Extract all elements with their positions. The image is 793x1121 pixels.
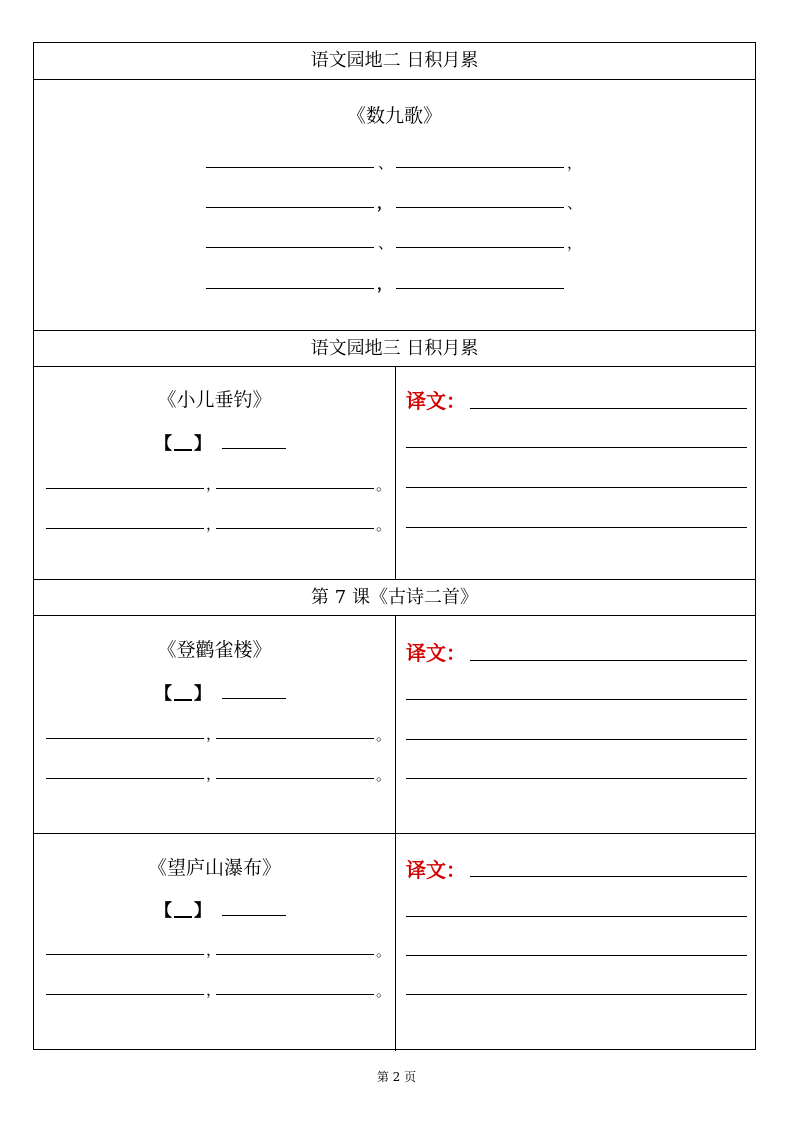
answer-blank[interactable] <box>46 488 204 489</box>
dynasty-bracket <box>155 896 211 921</box>
answer-blank[interactable] <box>216 994 374 995</box>
answer-blank[interactable] <box>206 247 374 248</box>
answer-blank[interactable] <box>216 528 374 529</box>
dynasty-blank[interactable] <box>174 435 192 451</box>
answer-blank[interactable] <box>396 207 564 208</box>
translation-blank[interactable] <box>406 487 747 488</box>
translation-label: 译文： <box>406 389 466 413</box>
author-blank[interactable] <box>222 448 286 449</box>
answer-blank[interactable] <box>46 738 204 739</box>
bracket-open: 【 <box>155 684 172 704</box>
translation-blank[interactable] <box>406 699 747 700</box>
answer-blank[interactable] <box>216 488 374 489</box>
translation-blank[interactable] <box>470 408 747 409</box>
translation-blank[interactable] <box>406 447 747 448</box>
answer-blank[interactable] <box>216 778 374 779</box>
punctuation: ， <box>206 765 222 783</box>
translation-blank[interactable] <box>470 876 747 877</box>
translation-blank[interactable] <box>406 916 747 917</box>
answer-blank[interactable] <box>46 528 204 529</box>
section-header-lesson-7 <box>34 579 755 616</box>
bracket-close: 】 <box>194 434 211 454</box>
section-header-yuwen-yuandi-2 <box>34 43 755 80</box>
poem-title-shujiuge: 《数九歌》 <box>346 105 442 127</box>
punctuation: 、 <box>567 194 583 212</box>
punctuation: 。 <box>376 942 392 960</box>
section-header-text: 第 7 课《古诗二首》 <box>311 587 478 608</box>
punctuation: ， <box>377 275 393 293</box>
poem-title-wang-lushan-pubu: 《望庐山瀑布》 <box>147 857 281 879</box>
answer-blank[interactable] <box>206 288 374 289</box>
bracket-open: 【 <box>155 901 172 921</box>
punctuation: 。 <box>376 766 392 784</box>
punctuation: ， <box>567 154 583 172</box>
column-divider <box>395 367 396 579</box>
punctuation: ， <box>206 475 222 493</box>
translation-blank[interactable] <box>406 955 747 956</box>
punctuation: ， <box>377 194 393 212</box>
row-divider <box>34 833 755 834</box>
translation-blank[interactable] <box>470 660 747 661</box>
punctuation: ， <box>567 234 583 252</box>
worksheet-page <box>33 42 756 1050</box>
punctuation: 、 <box>378 154 394 172</box>
bracket-open: 【 <box>155 434 172 454</box>
dynasty-bracket <box>155 429 211 454</box>
translation-label: 译文： <box>406 641 466 665</box>
answer-blank[interactable] <box>396 247 564 248</box>
punctuation: 、 <box>378 234 394 252</box>
translation-blank[interactable] <box>406 739 747 740</box>
answer-blank[interactable] <box>206 207 374 208</box>
punctuation: 。 <box>376 516 392 534</box>
poem-title-deng-guanque-lou: 《登鹳雀楼》 <box>157 639 272 661</box>
translation-blank[interactable] <box>406 778 747 779</box>
bracket-close: 】 <box>194 684 211 704</box>
answer-blank[interactable] <box>206 167 374 168</box>
poem-title-xiaoer-chuidiao: 《小儿垂钓》 <box>157 389 272 411</box>
section-header-yuwen-yuandi-3 <box>34 330 755 367</box>
translation-blank[interactable] <box>406 527 747 528</box>
translation-label: 译文： <box>406 858 466 882</box>
author-blank[interactable] <box>222 698 286 699</box>
punctuation: 。 <box>376 476 392 494</box>
page-number: 第 2 页 <box>376 1070 417 1084</box>
answer-blank[interactable] <box>46 954 204 955</box>
punctuation: ， <box>206 725 222 743</box>
author-blank[interactable] <box>222 915 286 916</box>
bracket-close: 】 <box>194 901 211 921</box>
punctuation: ， <box>206 515 222 533</box>
answer-blank[interactable] <box>216 954 374 955</box>
punctuation: ， <box>206 941 222 959</box>
section-header-text: 语文园地三 日积月累 <box>310 338 479 359</box>
answer-blank[interactable] <box>46 778 204 779</box>
answer-blank[interactable] <box>396 288 564 289</box>
punctuation: 。 <box>376 982 392 1000</box>
answer-blank[interactable] <box>396 167 564 168</box>
punctuation: ， <box>206 981 222 999</box>
dynasty-blank[interactable] <box>174 685 192 701</box>
dynasty-blank[interactable] <box>174 902 192 918</box>
answer-blank[interactable] <box>46 994 204 995</box>
punctuation: 。 <box>376 726 392 744</box>
dynasty-bracket <box>155 679 211 704</box>
answer-blank[interactable] <box>216 738 374 739</box>
translation-blank[interactable] <box>406 994 747 995</box>
section-header-text: 语文园地二 日积月累 <box>310 50 479 71</box>
